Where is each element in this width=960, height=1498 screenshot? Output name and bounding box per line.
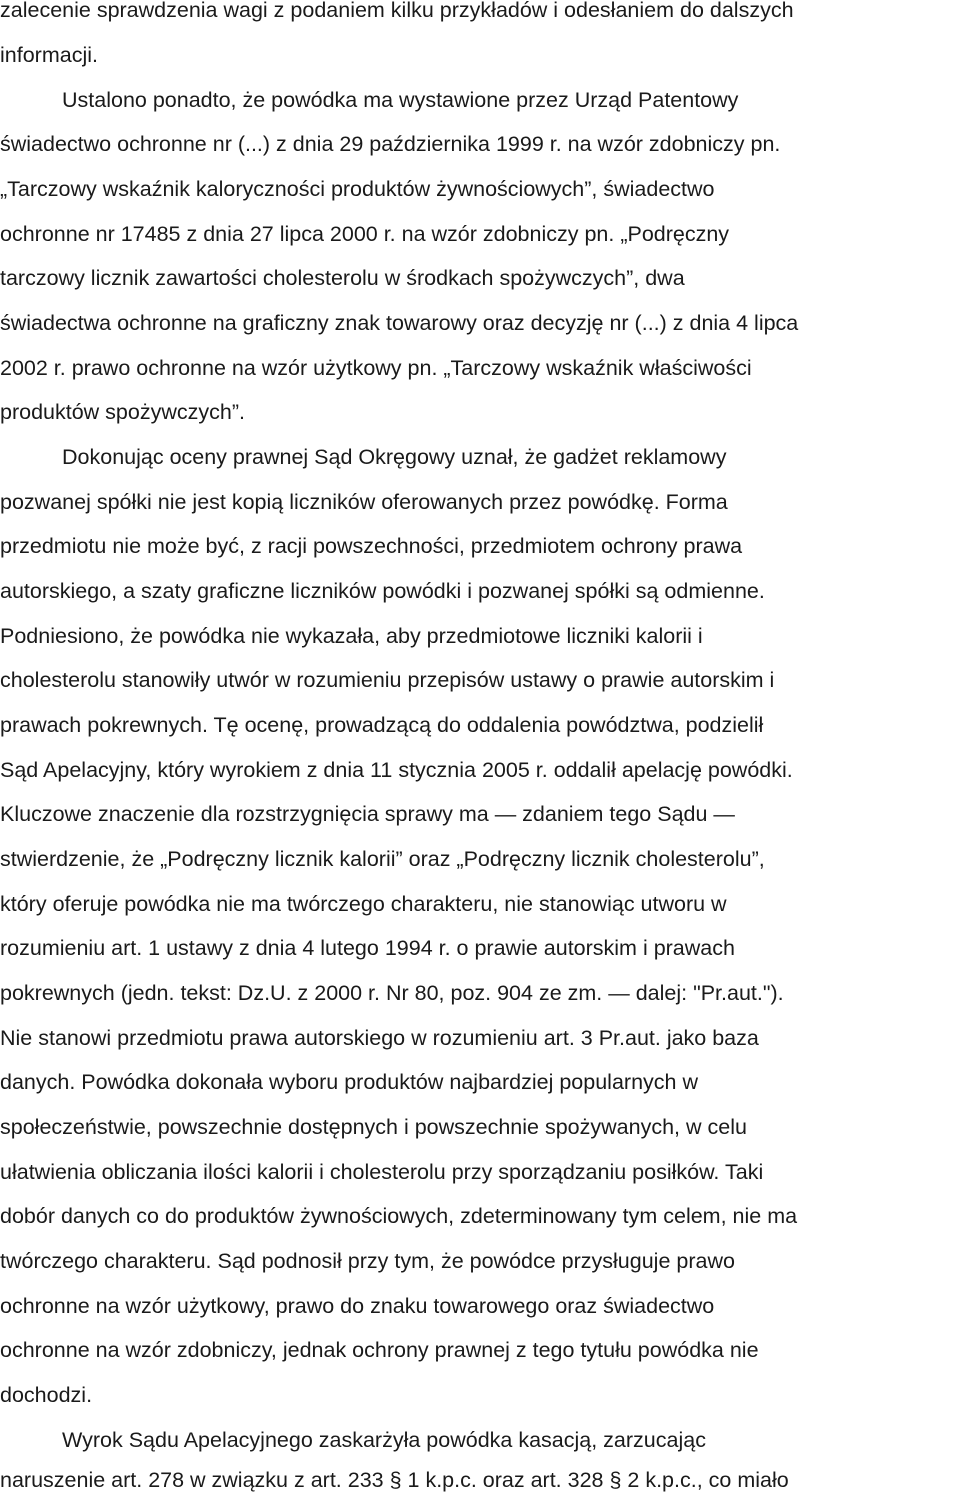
text-line: rozumieniu art. 1 ustawy z dnia 4 lutego 1994 r. o prawie autorskim i prawach (0, 936, 735, 960)
text-line: produktów spożywczych”. (0, 400, 245, 424)
text-line: prawach pokrewnych. Tę ocenę, prowadzącą do oddalenia powództwa, podzielił (0, 713, 764, 737)
text-line: naruszenie art. 278 w związku z art. 233 § 1 k.p.c. oraz art. 328 § 2 k.p.c., co miało (0, 1468, 789, 1492)
text-line: Kluczowe znaczenie dla rozstrzygnięcia sprawy ma — zdaniem tego Sądu — (0, 802, 735, 826)
text-line: pozwanej spółki nie jest kopią liczników oferowanych przez powódkę. Forma (0, 490, 728, 514)
text-line: Wyrok Sądu Apelacyjnego zaskarżyła powódka kasacją, zarzucając (62, 1428, 706, 1452)
text-line: ochronne na wzór użytkowy, prawo do znaku towarowego oraz świadectwo (0, 1294, 715, 1318)
text-line: zalecenie sprawdzenia wagi z podaniem kilku przykładów i odesłaniem do dalszych (0, 0, 794, 22)
text-line: pokrewnych (jedn. tekst: Dz.U. z 2000 r. Nr 80, poz. 904 ze zm. — dalej: "Pr.aut."). (0, 981, 784, 1005)
text-line: przedmiotu nie może być, z racji powszechności, przedmiotem ochrony prawa (0, 534, 743, 558)
text-line: Ustalono ponadto, że powódka ma wystawione przez Urząd Patentowy (62, 88, 739, 112)
text-line: świadectwo ochronne nr (...) z dnia 29 października 1999 r. na wzór zdobniczy pn. (0, 132, 781, 156)
text-line: ochronne nr 17485 z dnia 27 lipca 2000 r. na wzór zdobniczy pn. „Podręczny (0, 222, 730, 246)
text-line: autorskiego, a szaty graficzne liczników powódki i pozwanej spółki są odmienne. (0, 579, 765, 603)
text-line: ułatwienia obliczania ilości kalorii i cholesterolu przy sporządzaniu posiłków. Taki (0, 1160, 764, 1184)
text-line: dochodzi. (0, 1383, 93, 1407)
text-line: twórczego charakteru. Sąd podnosił przy tym, że powódce przysługuje prawo (0, 1249, 735, 1273)
text-line: który oferuje powódka nie ma twórczego charakteru, nie stanowiąc utworu w (0, 892, 727, 916)
text-line: społeczeństwie, powszechnie dostępnych i powszechnie spożywanych, w celu (0, 1115, 747, 1139)
text-line: 2002 r. prawo ochronne na wzór użytkowy pn. „Tarczowy wskaźnik właściwości (0, 356, 752, 380)
text-line: świadectwa ochronne na graficzny znak towarowy oraz decyzję nr (...) z dnia 4 lipca (0, 311, 799, 335)
text-line: Sąd Apelacyjny, który wyrokiem z dnia 11 stycznia 2005 r. oddalił apelację powódki. (0, 758, 793, 782)
text-line: informacji. (0, 43, 98, 67)
text-line: stwierdzenie, że „Podręczny licznik kalorii” oraz „Podręczny licznik cholesterolu”, (0, 847, 765, 871)
text-line: dobór danych co do produktów żywnościowych, zdeterminowany tym celem, nie ma (0, 1204, 798, 1228)
text-line: „Tarczowy wskaźnik kaloryczności produktów żywnościowych”, świadectwo (0, 177, 715, 201)
text-line: Dokonując oceny prawnej Sąd Okręgowy uznał, że gadżet reklamowy (62, 445, 727, 469)
text-line: danych. Powódka dokonała wyboru produktów najbardziej popularnych w (0, 1070, 698, 1094)
text-line: tarczowy licznik zawartości cholesterolu w środkach spożywczych”, dwa (0, 266, 685, 290)
text-line: cholesterolu stanowiły utwór w rozumieniu przepisów ustawy o prawie autorskim i (0, 668, 775, 692)
text-line: Podniesiono, że powódka nie wykazała, aby przedmiotowe liczniki kalorii i (0, 624, 703, 648)
text-line: ochronne na wzór zdobniczy, jednak ochrony prawnej z tego tytułu powódka nie (0, 1338, 759, 1362)
text-line: Nie stanowi przedmiotu prawa autorskiego w rozumieniu art. 3 Pr.aut. jako baza (0, 1026, 759, 1050)
